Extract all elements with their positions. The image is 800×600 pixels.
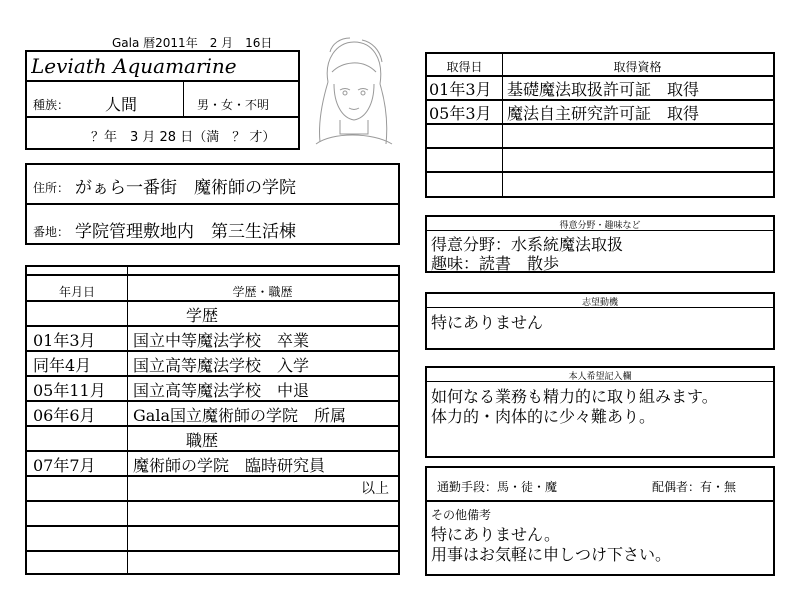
qualification-row xyxy=(427,123,773,147)
name-field: Leviath Aquamarine xyxy=(31,54,237,78)
address-box xyxy=(25,163,400,245)
skills-box xyxy=(425,215,775,273)
history-row xyxy=(27,475,398,500)
history-row xyxy=(27,500,398,525)
history-col-desc: 学歴・職歴 xyxy=(232,285,293,299)
history-row xyxy=(27,375,398,400)
qualifications-table xyxy=(425,52,775,198)
history-row xyxy=(27,425,398,450)
qualification-row xyxy=(427,171,773,195)
history-row-desc: Gala国立魔術師の学院 所属 xyxy=(133,406,346,425)
header-date: Gala 暦2011年 2 月 16日 xyxy=(112,36,273,50)
lot-label: 番地： xyxy=(33,225,70,239)
other-line2: 用事はお気軽に申しつけ下さい。 xyxy=(431,545,672,564)
qual-col-date: 取得日 xyxy=(446,60,483,74)
history-row xyxy=(27,325,398,350)
history-col-date: 年月日 xyxy=(58,285,95,299)
other-title: その他備考 xyxy=(431,508,492,522)
qualification-date: 05年3月 xyxy=(429,104,492,123)
history-row-date: 06年6月 xyxy=(33,406,96,425)
history-row-date: 同年4月 xyxy=(33,356,92,375)
qualification-date: 01年3月 xyxy=(429,80,492,99)
profile-box xyxy=(25,50,300,150)
species-label: 種族： xyxy=(33,98,70,112)
portrait-sketch xyxy=(302,32,402,150)
motivation-box xyxy=(425,292,775,350)
history-row xyxy=(27,400,398,425)
other-box xyxy=(425,466,775,576)
qualification-row xyxy=(427,75,773,99)
qualification-desc: 基礎魔法取扱許可証 取得 xyxy=(507,80,700,99)
gender-options: 男・女・不明 xyxy=(197,98,270,112)
history-row xyxy=(27,300,398,325)
history-row xyxy=(27,450,398,475)
photo-area xyxy=(302,32,402,150)
skills-line2: 趣味：読書 散歩 xyxy=(431,254,560,273)
history-row-desc: 国立高等魔法学校 中退 xyxy=(133,381,310,400)
history-row-date: 05年11月 xyxy=(33,381,106,400)
commute-label: 通勤手段：馬・徒・魔 xyxy=(437,480,558,494)
history-row xyxy=(27,525,398,550)
history-row xyxy=(27,350,398,375)
other-line1: 特にありません。 xyxy=(431,525,560,544)
address-label: 住所： xyxy=(33,181,70,195)
history-table xyxy=(25,265,400,575)
qualification-row xyxy=(427,147,773,171)
motivation-text: 特にありません xyxy=(431,313,544,332)
history-row-date: 01年3月 xyxy=(33,331,96,350)
qualification-row xyxy=(427,99,773,123)
history-row-desc: 国立中等魔法学校 卒業 xyxy=(133,331,310,350)
wishes-line2: 体力的・肉体的に少々難あり。 xyxy=(431,407,656,426)
history-row-desc: 魔術師の学院 臨時研究員 xyxy=(133,456,326,475)
history-row-desc: 学歴 xyxy=(185,306,218,325)
history-row-desc: 国立高等魔法学校 入学 xyxy=(133,356,310,375)
history-row-date: 07年7月 xyxy=(33,456,96,475)
spouse-label: 配偶者：有・無 xyxy=(652,480,737,494)
address-value: がぁら一番街 魔術師の学院 xyxy=(75,178,296,198)
qual-col-desc: 取得資格 xyxy=(613,60,662,74)
qualification-desc: 魔法自主研究許可証 取得 xyxy=(507,104,700,123)
wishes-box xyxy=(425,366,775,458)
history-row-desc: 職歴 xyxy=(185,431,218,450)
wishes-line1: 如何なる業務も精力的に取り組みます。 xyxy=(431,387,718,406)
motivation-title: 志望動機 xyxy=(581,298,618,308)
history-row xyxy=(27,550,398,575)
lot-value: 学院管理敷地内 第三生活棟 xyxy=(75,222,296,242)
wishes-title: 本人希望記入欄 xyxy=(568,372,632,382)
birth-date: ？年 3 月 28 日（満 ？ 才） xyxy=(91,130,276,145)
species-value: 人間 xyxy=(105,95,138,114)
skills-title: 得意分野・趣味など xyxy=(559,221,641,231)
skills-line1: 得意分野：水系統魔法取扱 xyxy=(431,235,624,254)
history-row-desc: 以上 xyxy=(361,481,389,497)
